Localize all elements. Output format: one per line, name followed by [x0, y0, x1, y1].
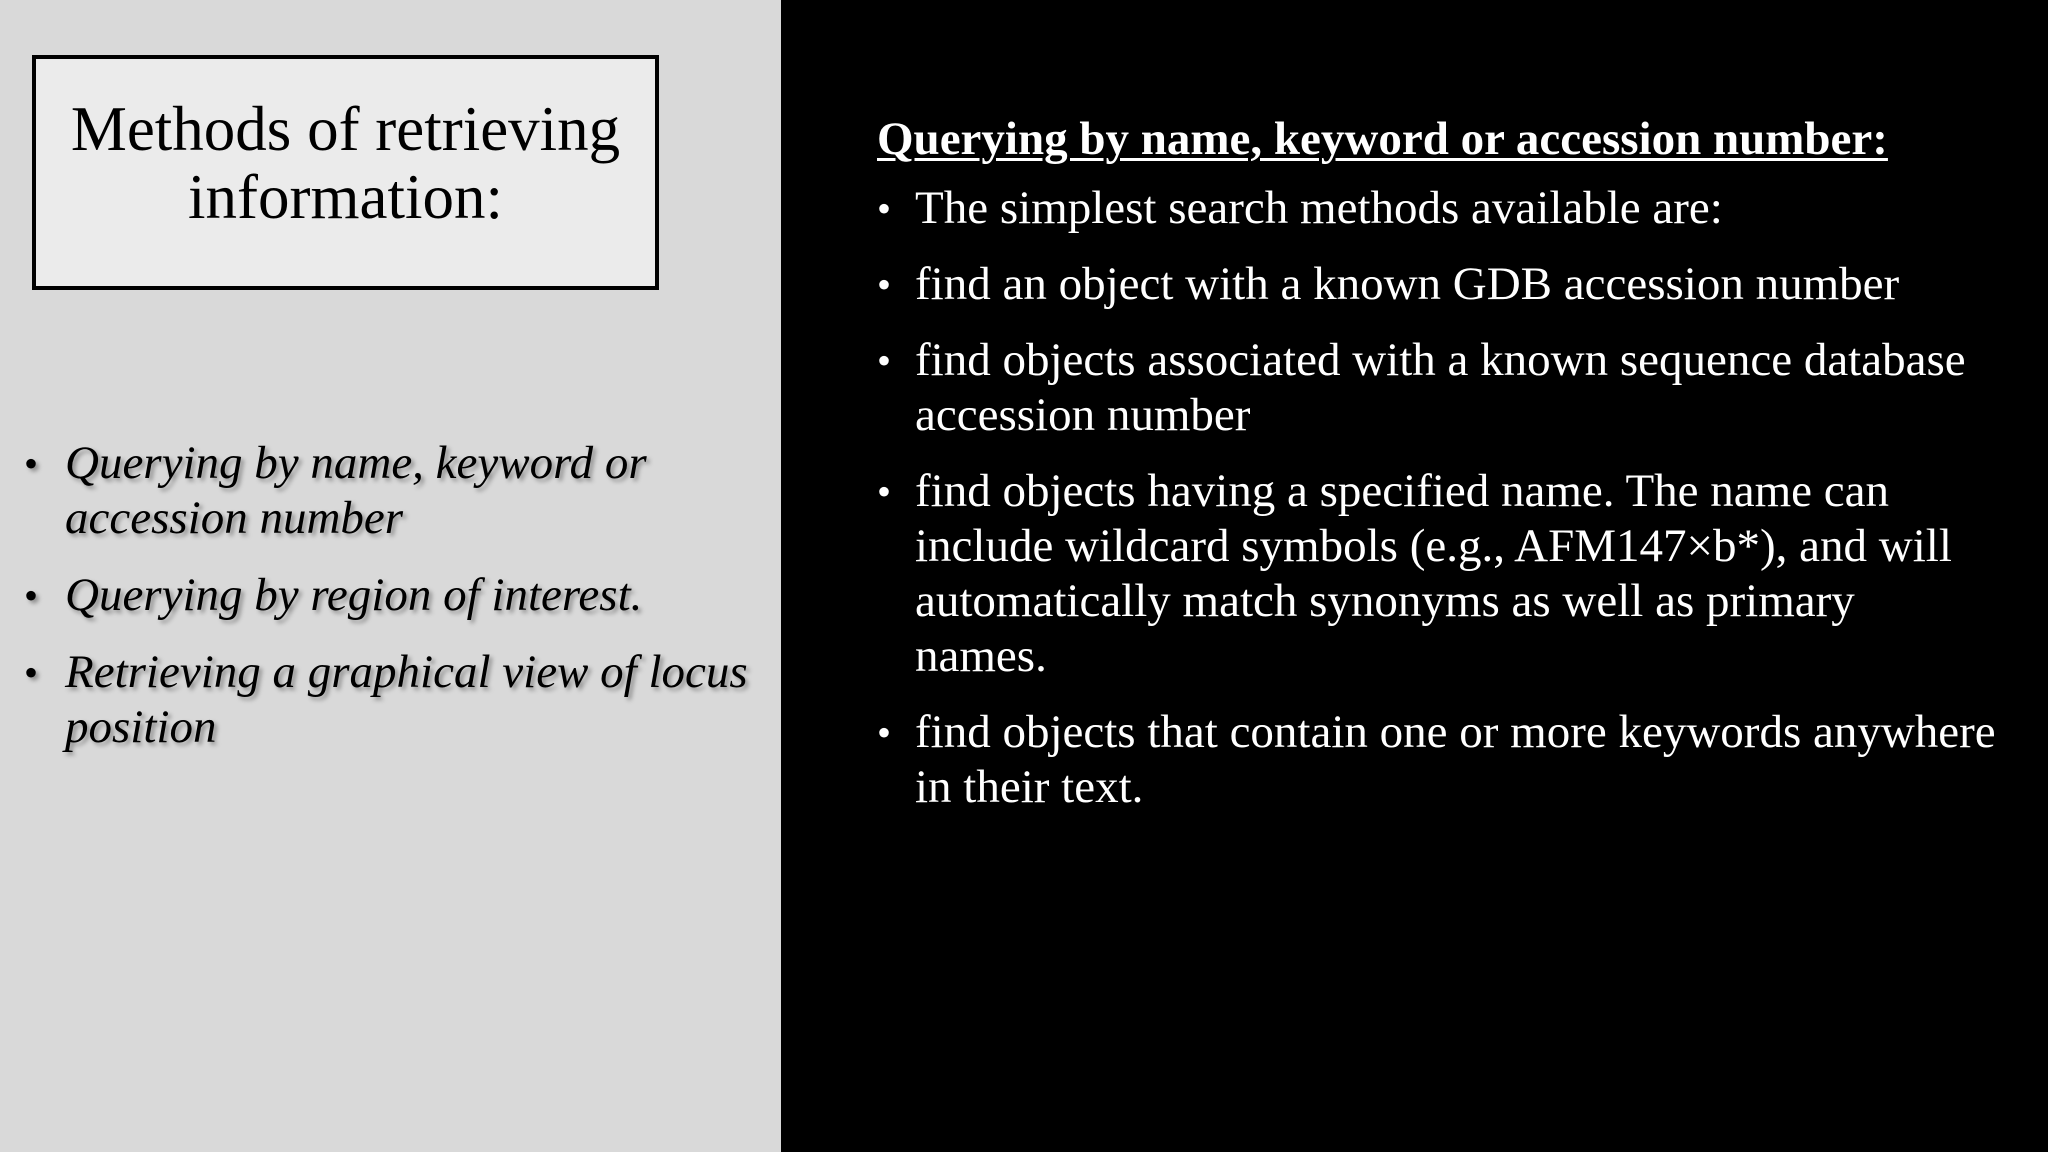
right-bullet-text: find objects associated with a known sequence database accession number	[915, 334, 1966, 441]
bullet-icon: •	[24, 441, 39, 486]
bullet-icon: •	[877, 338, 892, 383]
left-bullet-text: Querying by name, keyword or accession number	[65, 437, 647, 544]
right-bullet-item	[877, 333, 1997, 443]
right-bullet-text: find objects having a specified name. The name can include wildcard symbols (e.g., AFM147×b*), and will automatically match synonyms as well as primary names.	[915, 465, 1952, 682]
bullet-icon: •	[877, 469, 892, 514]
left-bullet-item	[24, 568, 764, 623]
right-content	[877, 111, 1997, 836]
right-bullet-item	[877, 464, 1997, 684]
right-bullet-text: The simplest search methods available are:	[915, 182, 1723, 234]
bullet-icon: •	[877, 710, 892, 755]
right-bullet-text: find objects that contain one or more keywords anywhere in their text.	[915, 706, 1996, 813]
right-bullet-item	[877, 181, 1997, 236]
slide-title: Methods of retrieving information:	[70, 93, 621, 232]
left-panel	[0, 0, 781, 1152]
title-box	[32, 55, 659, 290]
left-bullet-list	[24, 436, 764, 777]
left-bullet-item	[24, 645, 764, 755]
left-bullet-text: Querying by region of interest.	[65, 569, 643, 621]
bullet-icon: •	[24, 650, 39, 695]
bullet-icon: •	[877, 262, 892, 307]
right-bullet-item	[877, 257, 1997, 312]
section-heading: Querying by name, keyword or accession number:	[877, 113, 1888, 165]
bullet-icon: •	[24, 573, 39, 618]
right-bullet-list	[877, 181, 1997, 815]
left-bullet-item	[24, 436, 764, 546]
left-bullet-text: Retrieving a graphical view of locus position	[65, 646, 748, 753]
right-bullet-item	[877, 705, 1997, 815]
bullet-icon: •	[877, 186, 892, 231]
right-bullet-text: find an object with a known GDB accession number	[915, 258, 1900, 310]
